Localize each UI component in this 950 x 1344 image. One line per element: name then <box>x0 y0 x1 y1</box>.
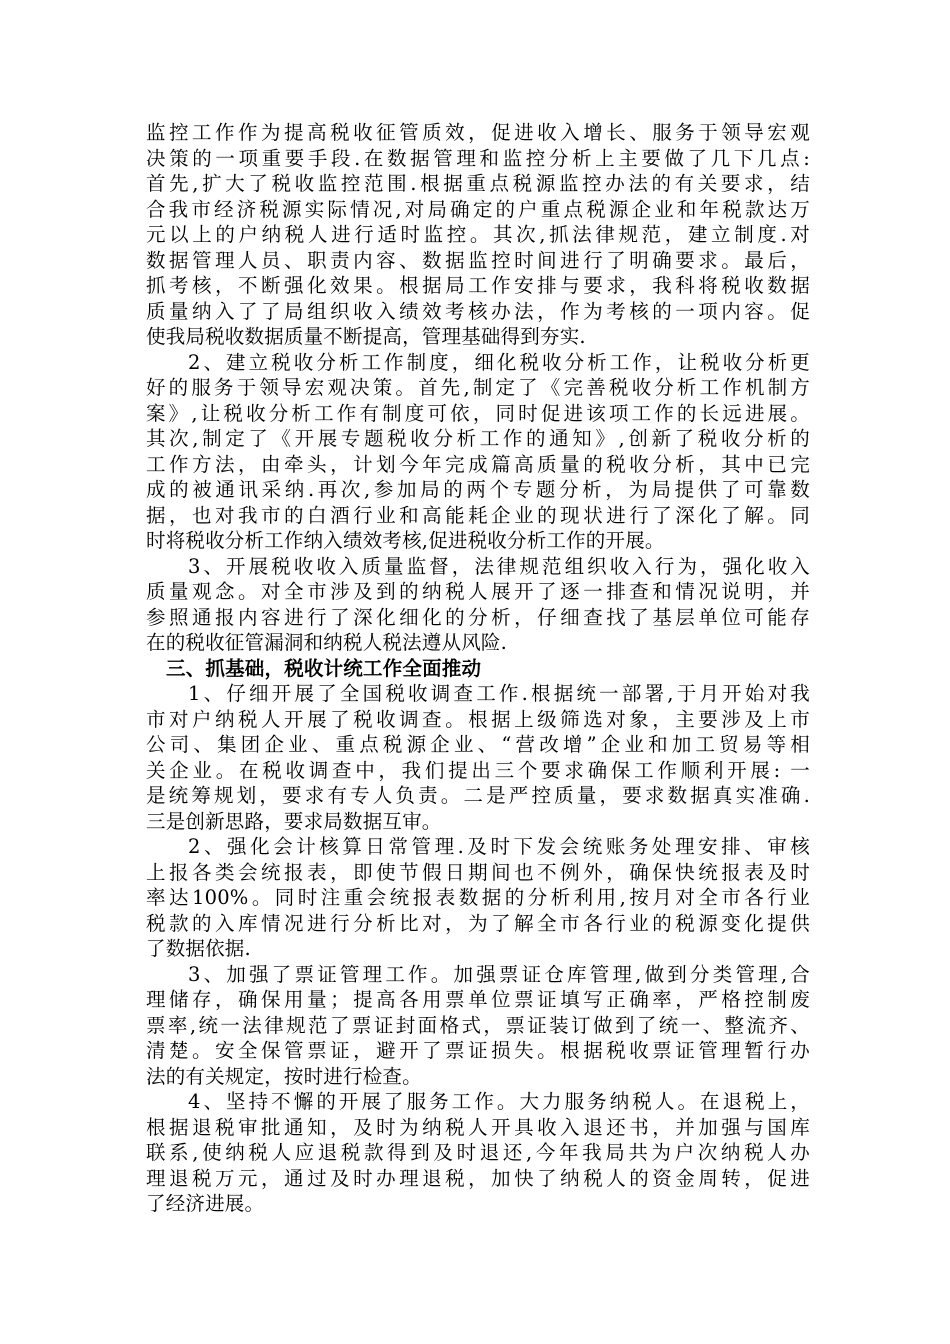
paragraph-line: 公司、集团企业、重点税源企业、“营改增”企业和加工贸易等相 <box>146 733 810 756</box>
paragraph-line: 在的税收征管漏洞和纳税人税法遵从风险. <box>146 631 507 654</box>
paragraph-line: 成的被通讯采纳.再次,参加局的两个专题分析，为局提供了可靠数 <box>146 478 810 501</box>
paragraph-line: 决策的一项重要手段.在数据管理和监控分析上主要做了几下几点: <box>146 146 810 170</box>
paragraph-line: 参照通报内容进行了深化细化的分析，仔细查找了基层单位可能存 <box>146 605 810 629</box>
paragraph-line: 是统筹规划，要求有专人负责。二是严控质量，要求数据真实准确. <box>146 784 810 807</box>
paragraph-line: 好的服务于领导宏观决策。首先,制定了《完善税收分析工作机制方 <box>146 376 810 399</box>
paragraph-line: 元以上的户纳税人进行适时监控。其次,抓法律规范，建立制度.对 <box>146 223 810 246</box>
paragraph-line: 时将税收分析工作纳入绩效考核,促进税收分析工作的开展。 <box>146 529 665 552</box>
paragraph-line: 3、开展税收收入质量监督，法律规范组织收入行为，强化收入 <box>188 554 810 578</box>
paragraph-line: 上报各类会统报表，即使节假日期间也不例外，确保快统报表及时 <box>146 860 810 884</box>
paragraph-line: 率达100%。同时注重会统报表数据的分析利用,按月对全市各行业 <box>146 886 810 909</box>
paragraph-line: 合我市经济税源实际情况,对局确定的户重点税源企业和年税款达万 <box>146 197 810 221</box>
paragraph-line: 联系,使纳税人应退税款得到及时退还,今年我局共为户次纳税人办 <box>146 1141 810 1164</box>
paragraph-line: 了经济进展。 <box>146 1192 265 1215</box>
paragraph-line: 4、坚持不懈的开展了服务工作。大力服务纳税人。在退税上， <box>188 1090 810 1113</box>
section-heading: 三、抓基础，税收计统工作全面推动 <box>166 656 482 680</box>
paragraph-line: 质量纳入了了局组织收入绩效考核办法，作为考核的一项内容。促 <box>146 299 810 323</box>
paragraph-line: 工作方法，由牵头，计划今年完成篇高质量的税收分析，其中已完 <box>146 452 810 476</box>
paragraph-line: 清楚。安全保管票证，避开了票证损失。根据税收票证管理暂行办 <box>146 1039 810 1062</box>
paragraph-line: 法的有关规定，按时进行检查。 <box>146 1064 422 1088</box>
paragraph-line: 2、强化会计核算日常管理.及时下发会统账务处理安排、审核 <box>188 835 810 858</box>
paragraph-line: 其次,制定了《开展专题税收分析工作的通知》,创新了税收分析的 <box>146 427 810 450</box>
paragraph-line: 三是创新思路，要求局数据互审。 <box>146 809 442 833</box>
paragraph-line: 监控工作作为提高税收征管质效，促进收入增长、服务于领导宏观 <box>146 121 810 144</box>
paragraph-line: 质量观念。对全市涉及到的纳税人展开了逐一排查和情况说明，并 <box>146 580 810 603</box>
paragraph-line: 使我局税收数据质量不断提高，管理基础得到夯实. <box>146 325 586 348</box>
paragraph-line: 案》,让税收分析工作有制度可依，同时促进该项工作的长远进展。 <box>146 401 810 425</box>
paragraph-line: 理储存，确保用量；提高各用票单位票证填写正确率，严格控制废 <box>146 988 810 1011</box>
paragraph-line: 理退税万元，通过及时办理退税，加快了纳税人的资金周转，促进 <box>146 1166 810 1190</box>
paragraph-line: 关企业。在税收调查中，我们提出三个要求确保工作顺利开展: 一 <box>146 758 810 782</box>
paragraph-line: 税款的入库情况进行分析比对，为了解全市各行业的税源变化提供 <box>146 911 810 935</box>
paragraph-line: 据，也对我市的白酒行业和高能耗企业的现状进行了深化了解。同 <box>146 503 810 527</box>
paragraph-line: 抓考核，不断强化效果。根据局工作安排与要求，我科将税收数据 <box>146 274 810 297</box>
paragraph-line: 市对户纳税人开展了税收调查。根据上级筛选对象，主要涉及上市 <box>146 707 810 731</box>
paragraph-line: 票率,统一法律规范了票证封面格式，票证装订做到了统一、整流齐、 <box>146 1013 810 1037</box>
paragraph-line: 了数据依据. <box>146 937 251 960</box>
paragraph-line: 1、仔细开展了全国税收调查工作.根据统一部署,于月开始对我 <box>188 682 810 705</box>
paragraph-line: 根据退税审批通知，及时为纳税人开具收入退还书，并加强与国库 <box>146 1115 810 1139</box>
paragraph-line: 2、建立税收分析工作制度，细化税收分析工作，让税收分析更 <box>188 350 810 374</box>
paragraph-line: 数据管理人员、职责内容、数据监控时间进行了明确要求。最后， <box>146 248 810 272</box>
paragraph-line: 首先,扩大了税收监控范围.根据重点税源监控办法的有关要求，结 <box>146 172 810 195</box>
paragraph-line: 3、加强了票证管理工作。加强票证仓库管理,做到分类管理,合 <box>188 962 810 986</box>
document-body <box>146 120 810 1217</box>
